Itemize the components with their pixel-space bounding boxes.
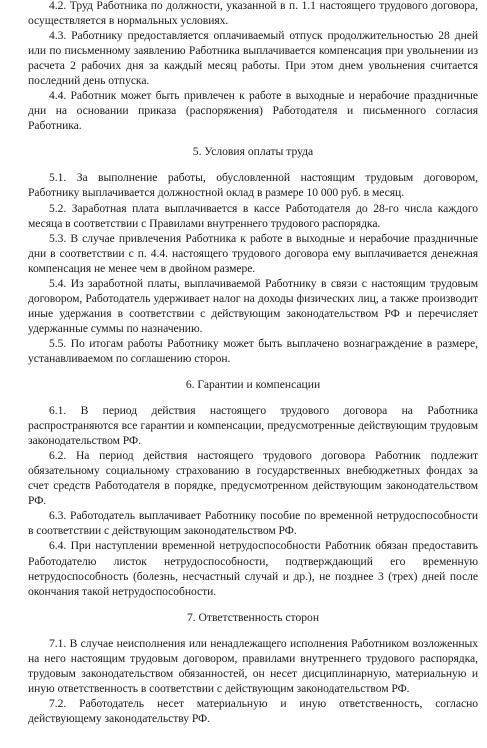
paragraph-5-2: 5.2. Заработная плата выплачивается в кассе Работодателя до 28-го числа каждого месяца в соответствии с Правилами внутреннего трудового распорядка.	[28, 201, 478, 230]
paragraph-6-2: 6.2. На период действия настоящего трудового договора Работник подлежит обязательному социальному страхованию в государственных внебюджетных фондах за счет средств Работодателя в порядке, предусмотренном действующим законодательством РФ.	[28, 449, 478, 508]
paragraph-4-2: 4.2. Труд Работника по должности, указанной в п. 1.1 настоящего трудового договора, осуществляется в нормальных условиях.	[28, 0, 478, 28]
paragraph-7-1: 7.1. В случае неисполнения или ненадлежащего исполнения Работником возложенных на него настоящим трудовым договором, правилами внутреннего трудового распорядка, трудовым законодательством обязанностей, он несет дисциплинарную, материальную и иную ответственность в соответствии с действующим законодательством РФ.	[28, 636, 478, 695]
paragraph-6-4: 6.4. При наступлении временной нетрудоспособности Работник обязан предоставить Работодателю листок нетрудоспособности, подтверждающий его временную нетрудоспособность (болезнь, несчастный случай и др.), не позднее 3 (трех) дней после окончания такой нетрудоспособности.	[28, 539, 478, 598]
paragraph-4-4: 4.4. Работник может быть привлечен к работе в выходные и нерабочие праздничные дни на основании приказа (распоряжения) Работодателя и письменного согласия Работника.	[28, 89, 478, 133]
section-heading-6: 6. Гарантии и компенсации	[185, 378, 321, 392]
paragraph-5-5: 5.5. По итогам работы Работнику может быть выплачено вознаграждение в размере, устанавливаемом по соглашению сторон.	[28, 336, 478, 365]
paragraph-5-4: 5.4. Из заработной платы, выплачиваемой Работнику в связи с настоящим трудовым договором, Работодатель удерживает налог на доходы физических лиц, а также производит иные удержания в соответствии с действующим законодательством РФ и перечисляет удержанные суммы по назначению.	[28, 276, 478, 335]
paragraph-5-3: 5.3. В случае привлечения Работника к работе в выходные и нерабочие праздничные дни в соответствии с п. 4.4. настоящего трудового договора ему выплачивается денежная компенсация не менее чем в двойном размере.	[28, 231, 478, 275]
section-heading-7: 7. Ответственность сторон	[186, 610, 320, 624]
section-heading-5: 5. Условия оплаты труда	[192, 145, 314, 159]
paragraph-5-1: 5.1. За выполнение работы, обусловленной настоящим трудовым договором, Работнику выплачивается должностной оклад в размере 10 000 руб. в месяц.	[28, 171, 478, 200]
paragraph-4-3: 4.3. Работнику предоставляется оплачиваемый отпуск продолжительностью 28 дней или по письменному заявлению Работника выплачивается компенсация при увольнении из расчета 2 рабочих дня за каждый месяц работы. При этом днем увольнения считается последний день отпуска.	[28, 29, 478, 88]
paragraph-6-1: 6.1. В период действия настоящего трудового договора на Работника распространяются все гарантии и компенсации, предусмотренные действующим трудовым законодательством РФ.	[28, 404, 478, 448]
paragraph-6-3: 6.3. Работодатель выплачивает Работнику пособие по временной нетрудоспособности в соответствии с действующим законодательством РФ.	[28, 509, 478, 538]
paragraph-7-2: 7.2. Работодатель несет материальную и иную ответственность, согласно действующему законодательству РФ.	[28, 696, 478, 725]
